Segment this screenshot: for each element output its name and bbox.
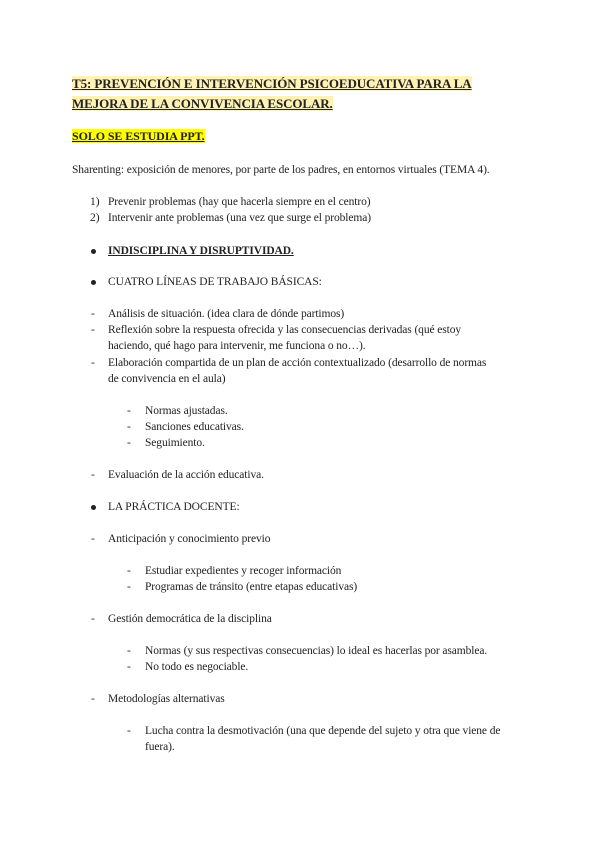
dash-marker: - <box>127 581 131 593</box>
dash-marker: - <box>127 725 131 737</box>
lineas-item-3-line-1: Elaboración compartida de un plan de acción contextualizado (desarrollo de normas <box>108 357 487 369</box>
practica-ges-sub-1: Normas (y sus respectivas consecuencias) lo ideal es hacerlas por asamblea. <box>145 645 488 657</box>
practica-metodologias: Metodologías alternativas <box>108 693 225 705</box>
numbered-marker-1: 1) <box>90 196 100 208</box>
practica-gestion: Gestión democrática de la disciplina <box>108 613 272 625</box>
lineas-item-1: Análisis de situación. (idea clara de dónde partimos) <box>108 308 345 320</box>
practica-ant-sub-1: Estudiar expedientes y recoger información <box>145 565 342 577</box>
numbered-marker-2: 2) <box>90 212 100 224</box>
title-line-1: T5: PREVENCIÓN E INTERVENCIÓN PSICOEDUCATIVA PARA LA <box>72 76 472 91</box>
lineas-item-3-line-2: de convivencia en el aula) <box>108 373 226 385</box>
sharenting-definition: Sharenting: exposición de menores, por parte de los padres, en entornos virtuales (TEMA 4). <box>72 164 490 176</box>
numbered-item-2: Intervenir ante problemas (una vez que surge el problema) <box>108 212 371 224</box>
dash-marker: - <box>91 613 95 625</box>
heading-lineas: CUATRO LÍNEAS DE TRABAJO BÁSICAS: <box>108 276 322 288</box>
dash-marker: - <box>91 533 95 545</box>
dash-marker: - <box>127 661 131 673</box>
dash-marker: - <box>127 421 131 433</box>
dash-marker: - <box>127 645 131 657</box>
practica-met-sub-1-line-2: fuera). <box>145 741 175 753</box>
dash-marker: - <box>91 469 95 481</box>
practica-anticipacion: Anticipación y conocimiento previo <box>108 533 271 545</box>
document-title-2 <box>72 94 333 114</box>
lineas-item-2-line-2: haciendo, qué hago para intervenir, me funciona o no…). <box>108 340 366 352</box>
numbered-item-1: Prevenir problemas (hay que hacerla siempre en el centro) <box>108 196 371 208</box>
dash-marker: - <box>127 437 131 449</box>
study-note <box>72 128 205 144</box>
practica-met-sub-1-line-1: Lucha contra la desmotivación (una que depende del sujeto y otra que viene de <box>145 725 501 737</box>
dash-marker: - <box>91 324 95 336</box>
practica-ges-sub-2: No todo es negociable. <box>145 661 249 673</box>
dash-marker: - <box>91 357 95 369</box>
practica-ant-sub-2: Programas de tránsito (entre etapas educativas) <box>145 581 358 593</box>
lineas-sub-2: Sanciones educativas. <box>145 421 244 433</box>
study-note-text: SOLO SE ESTUDIA PPT. <box>72 129 205 143</box>
dash-marker: - <box>91 308 95 320</box>
lineas-sub-3: Seguimiento. <box>145 437 205 449</box>
heading-practica: LA PRÁCTICA DOCENTE: <box>108 501 240 513</box>
bullet-icon <box>91 280 96 285</box>
heading-indisciplina: INDISCIPLINA Y DISRUPTIVIDAD. <box>108 245 294 257</box>
lineas-item-2-line-1: Reflexión sobre la respuesta ofrecida y las consecuencias derivadas (qué estoy <box>108 324 462 336</box>
dash-marker: - <box>127 565 131 577</box>
dash-marker: - <box>127 405 131 417</box>
document-title <box>72 74 472 94</box>
title-line-2: MEJORA DE LA CONVIVENCIA ESCOLAR. <box>72 96 333 111</box>
lineas-sub-1: Normas ajustadas. <box>145 405 228 417</box>
lineas-item-4: Evaluación de la acción educativa. <box>108 469 264 481</box>
bullet-icon <box>91 505 96 510</box>
bullet-icon <box>91 249 96 254</box>
dash-marker: - <box>91 693 95 705</box>
